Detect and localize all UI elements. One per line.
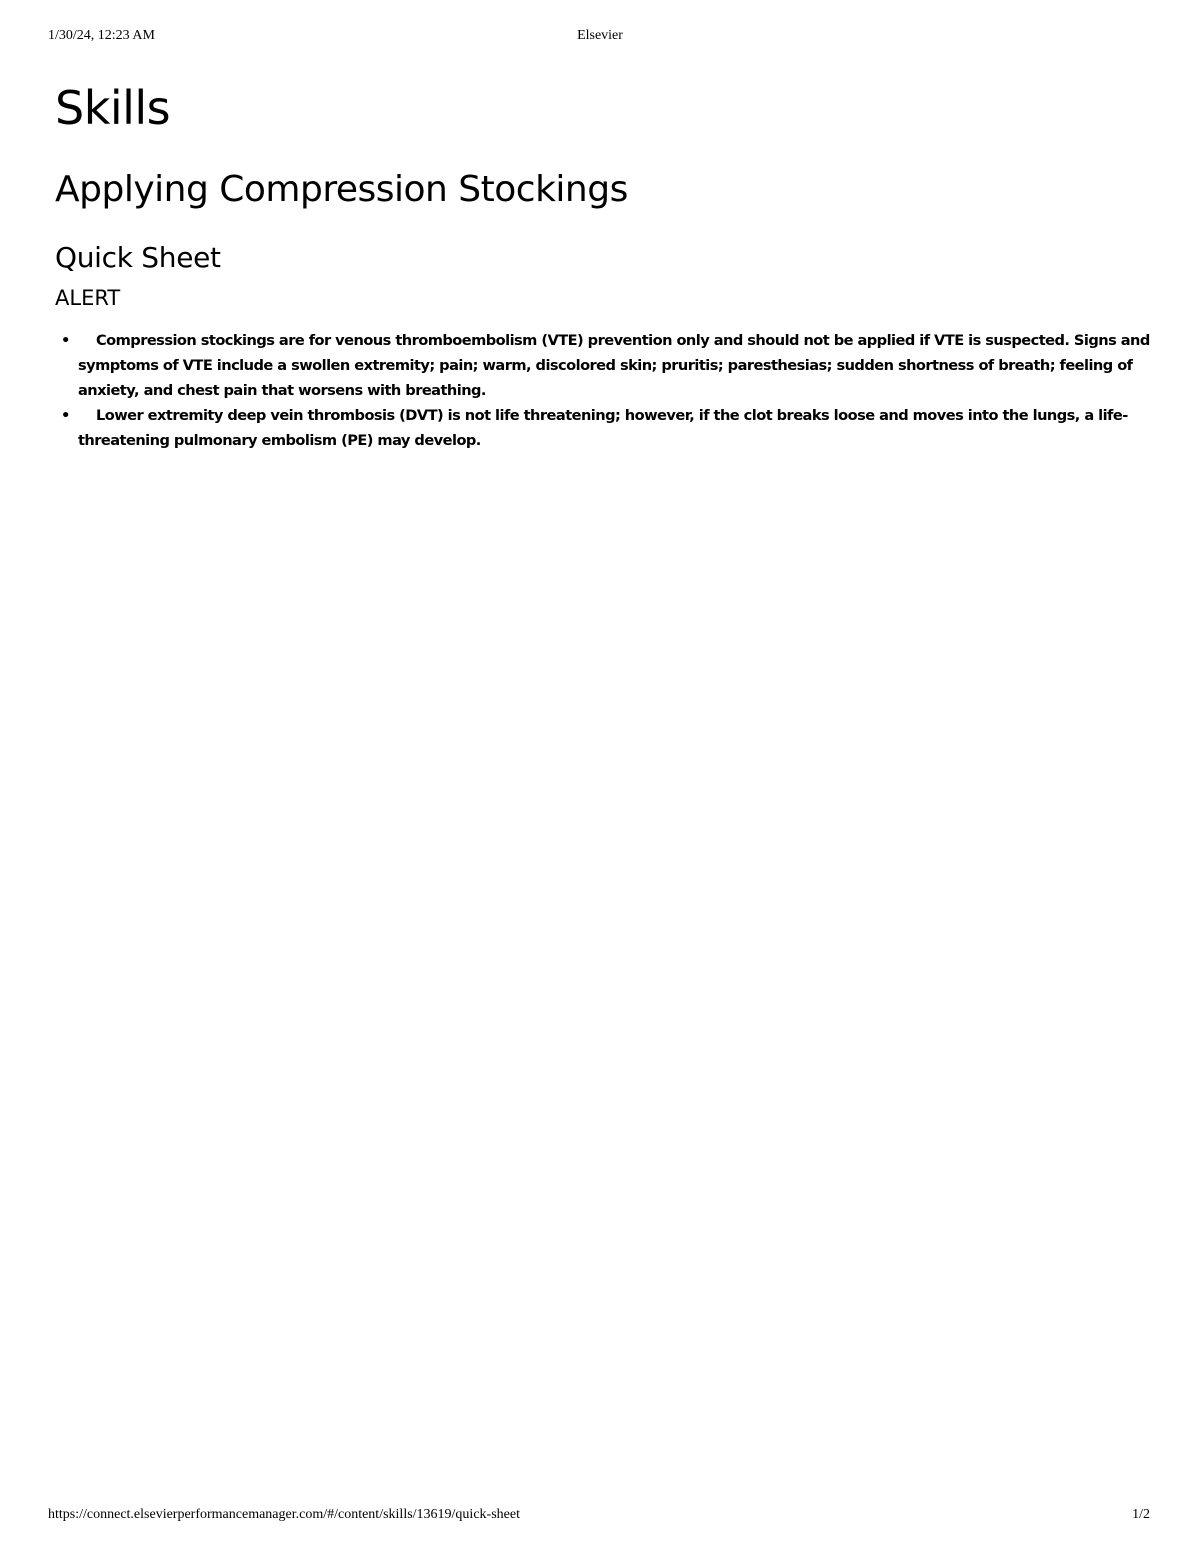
print-url: https://connect.elsevierperformancemanager.com/#/content/skills/13619/quick-sheet [48, 1507, 520, 1522]
alert-text: Compression stockings are for venous thromboembolism (VTE) prevention only and should not be applied if VTE is suspected. Signs and symptoms of VTE include a swollen extremity; pain; warm, discolored skin; pruritis; paresthesias; sudden shortness of breath; feeling of anxiety, and chest pain that worsens with breathing. [78, 332, 1150, 399]
bullet-icon: • [61, 332, 70, 349]
alert-list [55, 328, 1150, 453]
print-footer [48, 1507, 1150, 1527]
section-heading: Quick Sheet [55, 241, 221, 274]
bullet-icon: • [61, 407, 70, 424]
print-header [48, 28, 1152, 48]
list-item [61, 403, 1150, 453]
alert-label: ALERT [55, 286, 121, 310]
print-datetime: 1/30/24, 12:23 AM [48, 28, 155, 43]
skill-title: Applying Compression Stockings [55, 169, 628, 210]
print-site-name: Elsevier [577, 28, 623, 43]
page-number: 1/2 [1132, 1507, 1150, 1522]
page-title: Skills [55, 81, 171, 135]
list-item [61, 328, 1150, 403]
document-content [55, 78, 1150, 453]
alert-text: Lower extremity deep vein thrombosis (DVT) is not life threatening; however, if the clot breaks loose and moves into the lungs, a life-threatening pulmonary embolism (PE) may develop. [78, 407, 1128, 449]
